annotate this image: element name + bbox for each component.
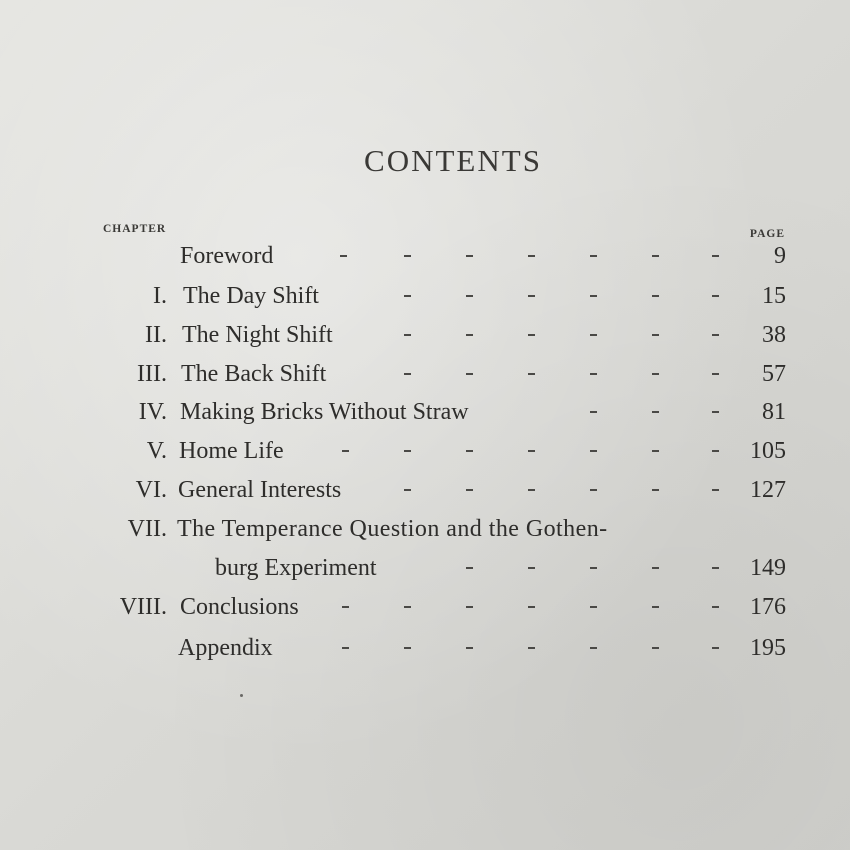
chapter-number: V. [146, 438, 167, 464]
chapter-title: The Day Shift [183, 283, 319, 309]
toc-entry-chapter-6 [0, 475, 850, 505]
leader-dash [712, 334, 719, 336]
leader-dash [590, 334, 597, 336]
dot-leader [0, 475, 850, 505]
chapter-title: The Temperance Question and the Gothen- [177, 516, 608, 542]
leader-dash [466, 450, 473, 452]
chapter-title: Foreword [180, 243, 274, 269]
toc-entry-chapter-3 [0, 359, 850, 389]
leader-dash [590, 450, 597, 452]
leader-dash [528, 567, 535, 569]
dot-leader [0, 281, 850, 311]
leader-dash [528, 450, 535, 452]
leader-dash [404, 647, 411, 649]
chapter-number: VI. [135, 477, 167, 503]
leader-dash [590, 295, 597, 297]
leader-dash [590, 606, 597, 608]
leader-dash [528, 295, 535, 297]
leader-dash [466, 647, 473, 649]
chapter-title: The Back Shift [181, 361, 327, 387]
chapter-title: Conclusions [180, 594, 299, 620]
toc-entry-chapter-1 [0, 281, 850, 311]
page-number: 105 [750, 438, 786, 464]
leader-dash [712, 255, 719, 257]
chapter-title: burg Experiment [215, 555, 377, 581]
leader-dash [712, 647, 719, 649]
paper-speck [240, 694, 243, 697]
toc-entry-chapter-7-continued [0, 553, 850, 583]
toc-entry-chapter-2 [0, 320, 850, 350]
leader-dash [404, 606, 411, 608]
leader-dash [342, 450, 349, 452]
chapter-title: General Interests [178, 477, 342, 503]
leader-dash [466, 295, 473, 297]
leader-dash [528, 373, 535, 375]
leader-dash [652, 295, 659, 297]
leader-dash [712, 411, 719, 413]
page-number: 149 [750, 555, 786, 581]
toc-entry-foreword [0, 241, 850, 271]
leader-dash [404, 255, 411, 257]
leader-dash [340, 255, 347, 257]
leader-dash [712, 567, 719, 569]
leader-dash [466, 255, 473, 257]
leader-dash [652, 411, 659, 413]
chapter-number: VIII. [119, 594, 167, 620]
toc-entry-chapter-7 [0, 514, 850, 544]
chapter-number: IV. [138, 399, 167, 425]
leader-dash [466, 489, 473, 491]
dot-leader [0, 592, 850, 622]
chapter-number: III. [137, 361, 167, 387]
chapter-number: I. [153, 283, 167, 309]
leader-dash [652, 334, 659, 336]
chapter-title: Home Life [179, 438, 284, 464]
leader-dash [528, 255, 535, 257]
dot-leader [0, 436, 850, 466]
page-number: 195 [750, 635, 786, 661]
leader-dash [652, 567, 659, 569]
leader-dash [466, 334, 473, 336]
dot-leader [0, 553, 850, 583]
leader-dash [712, 295, 719, 297]
leader-dash [652, 373, 659, 375]
page-number: 9 [774, 243, 786, 269]
leader-dash [466, 373, 473, 375]
leader-dash [712, 373, 719, 375]
leader-dash [528, 489, 535, 491]
leader-dash [590, 411, 597, 413]
page-number: 15 [762, 283, 786, 309]
chapter-title: Making Bricks Without Straw [180, 399, 469, 425]
toc-entry-appendix [0, 633, 850, 663]
dot-leader [0, 633, 850, 663]
page-number: 38 [762, 322, 786, 348]
leader-dash [652, 489, 659, 491]
leader-dash [528, 606, 535, 608]
leader-dash [652, 647, 659, 649]
leader-dash [590, 567, 597, 569]
leader-dash [528, 334, 535, 336]
leader-dash [342, 647, 349, 649]
leader-dash [712, 450, 719, 452]
contents-title: CONTENTS [364, 143, 542, 178]
leader-dash [404, 295, 411, 297]
dot-leader [0, 320, 850, 350]
leader-dash [404, 373, 411, 375]
chapter-title: Appendix [178, 635, 273, 661]
chapter-number: II. [145, 322, 167, 348]
dot-leader [0, 359, 850, 389]
toc-entry-chapter-4 [0, 397, 850, 427]
leader-dash [404, 489, 411, 491]
toc-entry-chapter-8 [0, 592, 850, 622]
leader-dash [590, 489, 597, 491]
leader-dash [652, 255, 659, 257]
page-number: 127 [750, 477, 786, 503]
page-column-header: PAGE [749, 228, 785, 240]
leader-dash [590, 373, 597, 375]
leader-dash [404, 334, 411, 336]
page-number: 81 [762, 399, 786, 425]
dot-leader [0, 397, 850, 427]
leader-dash [590, 255, 597, 257]
leader-dash [466, 606, 473, 608]
page-number: 57 [762, 361, 786, 387]
chapter-column-header: CHAPTER [103, 223, 167, 235]
leader-dash [652, 450, 659, 452]
chapter-title: The Night Shift [182, 322, 333, 348]
page-number: 176 [750, 594, 786, 620]
leader-dash [712, 606, 719, 608]
chapter-number: VII. [127, 516, 167, 542]
dot-leader [0, 241, 850, 271]
leader-dash [466, 567, 473, 569]
leader-dash [712, 489, 719, 491]
leader-dash [342, 606, 349, 608]
leader-dash [652, 606, 659, 608]
leader-dash [404, 450, 411, 452]
leader-dash [528, 647, 535, 649]
toc-entry-chapter-5 [0, 436, 850, 466]
leader-dash [590, 647, 597, 649]
